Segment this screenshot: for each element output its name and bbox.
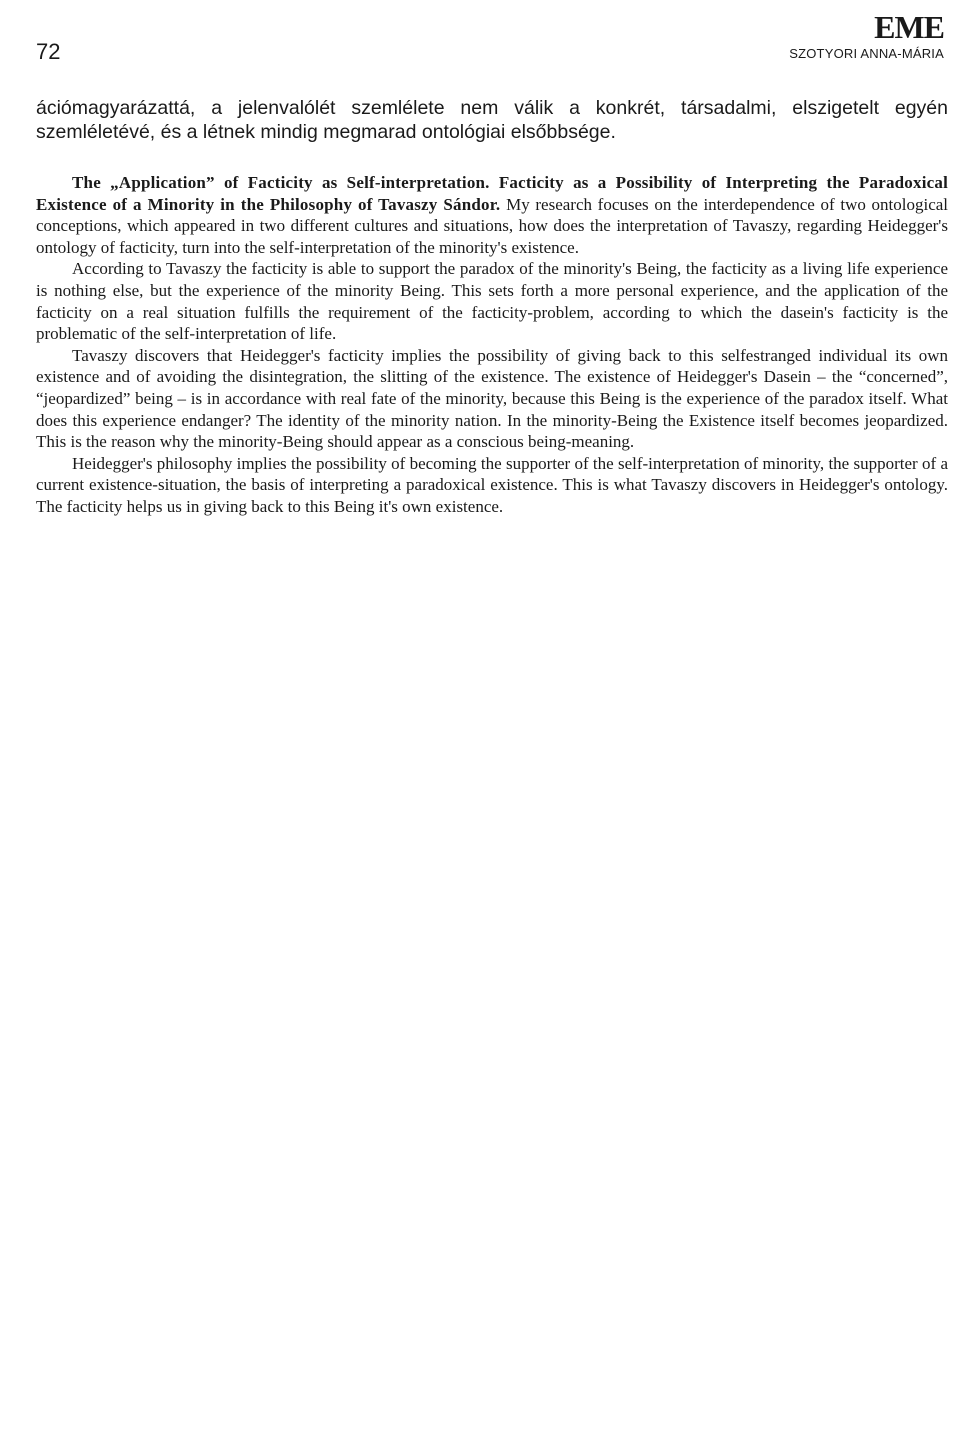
intro-paragraph: ációmagyarázattá, a jelenvalólét szemlélete nem válik a konkrét, társadalmi, elszigetelt egyén szemléletévé, és a létnek mindig megmarad ontológiai elsőbbsége. xyxy=(36,97,948,143)
journal-logo: EME xyxy=(874,9,944,45)
page-number: 72 xyxy=(36,39,61,64)
abstract-paragraph-2: According to Tavaszy the facticity is able to support the paradox of the minority's Being, the facticity as a living life experience is nothing else, but the experience of the minority Being. This sets forth a more personal experience, and the application of the facticity on a real situation fulfills the requirement of the facticity-problem, according to which the dasein's facticity is the problematic of the self-interpretation of life. xyxy=(36,259,948,344)
english-abstract xyxy=(36,172,948,518)
abstract-paragraph-1 xyxy=(36,172,948,258)
page-content xyxy=(36,96,948,518)
abstract-text-1: My research focuses on the interdependence of two ontological conceptions, which appeared in two different cultures and situations, how does the interpretation of Tavaszy, regarding Heidegger's ontology of facticity, turn into the self-interpretation of the minority's existence. xyxy=(36,194,949,257)
abstract-title: The „Application” of Facticity as Self-interpretation. Facticity as a Possibility of Interpreting the Paradoxical Existence of a Minority in the Philosophy of Tavaszy Sándor. xyxy=(36,173,948,214)
abstract-paragraph-4: Heidegger's philosophy implies the possibility of becoming the supporter of the self-interpretation of minority, the supporter of a current existence-situation, the basis of interpreting a paradoxical existence. This is what Tavaszy discovers in Heidegger's ontology. The facticity helps us in giving back to this Being it's own existence. xyxy=(36,453,948,516)
running-head-author: SZOTYORI ANNA-MÁRIA xyxy=(789,46,944,61)
abstract-paragraph-3: Tavaszy discovers that Heidegger's facticity implies the possibility of giving back to this selfestranged individual its own existence and of avoiding the disintegration, the slitting of the existence. The existence of Heidegger's Dasein – the “concerned”, “jeopardized” being – is in accordance with real fate of the minority, because this Being is the experience of the paradox itself. What does this experience endanger? The identity of the minority nation. In the minority-Being the Existence itself becomes jeopardized. This is the reason why the minority-Being should appear as a conscious being-meaning. xyxy=(36,345,948,452)
